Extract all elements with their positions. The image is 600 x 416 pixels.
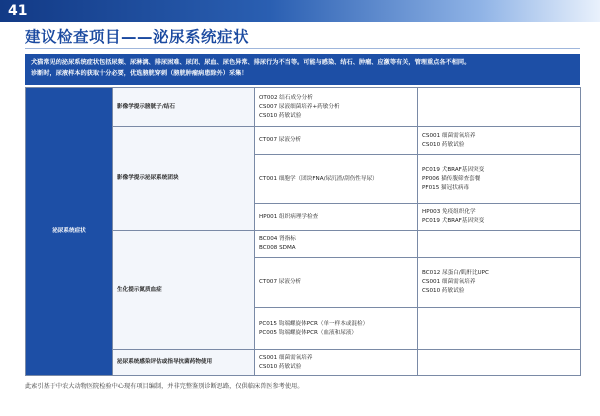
subcategory-cell: 生化提示氮质血症: [113, 231, 255, 350]
title-divider: [25, 48, 580, 49]
test-item: HP001 组织病理学检查: [259, 213, 319, 220]
test-cell: [255, 308, 418, 350]
test-item: CS001 细菌需氧培养: [259, 354, 313, 361]
page-title: 建议检查项目——泌尿系统症状: [25, 28, 250, 46]
test-cell: [255, 231, 418, 258]
test-item: CS010 药敏试验: [422, 141, 465, 148]
test-item: CT007 尿液分析: [259, 137, 302, 143]
test-item: CS010 药敏试验: [422, 288, 465, 294]
test-item: CS010 药敏试验: [259, 363, 302, 370]
page-number: 41: [8, 3, 28, 19]
intro-box: [25, 54, 580, 85]
extra-test-cell: [418, 231, 581, 258]
subcategory-cell: 影像学提示膀胱子/结石: [113, 88, 255, 127]
test-item: CT001 细胞学（团块FNA/尿沉渣/刮伤性导尿）: [259, 175, 378, 182]
test-cell: [255, 258, 418, 308]
test-item: PC019 犬BRAF基因突变: [422, 218, 485, 224]
test-item: BC008 SDMA: [259, 245, 296, 251]
extra-test-cell: [418, 88, 581, 127]
extra-test-cell: [418, 350, 581, 376]
intro-line-1: 犬猫常见的泌尿系统症状包括尿频、尿淋漓、排尿困难、尿闭、尿血、尿色异常、排尿行为不当等。可能与感染、结石、肿瘤、应激等有关，管理重点各不相同。: [31, 59, 471, 66]
test-item: HP003 免疫组织化学: [422, 209, 476, 215]
intro-line-2: 诊断时，尿液样本的获取十分必要，优选膀胱穿刺（膀胱肿瘤病患除外）采集！: [31, 70, 248, 77]
subcategory-cell: 影像学提示泌尿系统团块: [113, 127, 255, 231]
test-item: PP006 猫传腹筛查套餐: [422, 175, 481, 182]
test-item: PC015 钩端螺旋体PCR（单一样本或混检）: [259, 320, 369, 327]
test-item: PF015 猫冠状病毒: [422, 184, 470, 191]
test-cell: [255, 88, 418, 127]
test-item: BC012 尿蛋白/肌酐比UPC: [422, 270, 489, 276]
test-item: CS007 尿液细菌培养+药敏分析: [259, 103, 340, 110]
recommended-tests-table: [25, 87, 581, 376]
test-item: PC019 犬BRAF基因突变: [422, 166, 485, 173]
test-item: CS001 细菌需氧培养: [422, 132, 476, 139]
extra-test-cell: [418, 155, 581, 204]
test-item: PC005 钩端螺旋体PCR（血液和尿液）: [259, 329, 358, 336]
extra-test-cell: [418, 308, 581, 350]
table-row: [26, 88, 581, 127]
extra-test-cell: [418, 258, 581, 308]
test-cell: [255, 204, 418, 231]
test-item: OT002 结石成分分析: [259, 94, 313, 101]
footnote: 此索引基于中农大动物医院检验中心现有项目编制，并非完整鉴别诊断思路，仅供临床兽医参考使用。: [25, 383, 304, 390]
test-cell: [255, 127, 418, 155]
test-item: BC004 肾指标: [259, 236, 296, 242]
test-item: CS001 细菌需氧培养: [422, 279, 476, 285]
subcategory-cell: 泌尿系统感染评估或指导抗菌药物使用: [113, 350, 255, 376]
category-cell: 泌尿系统症状: [26, 88, 113, 376]
test-cell: [255, 350, 418, 376]
test-item: CT007 尿液分析: [259, 279, 302, 285]
extra-test-cell: [418, 127, 581, 155]
extra-test-cell: [418, 204, 581, 231]
test-cell: [255, 155, 418, 204]
test-item: CS010 药敏试验: [259, 112, 302, 119]
top-banner: [0, 0, 600, 22]
